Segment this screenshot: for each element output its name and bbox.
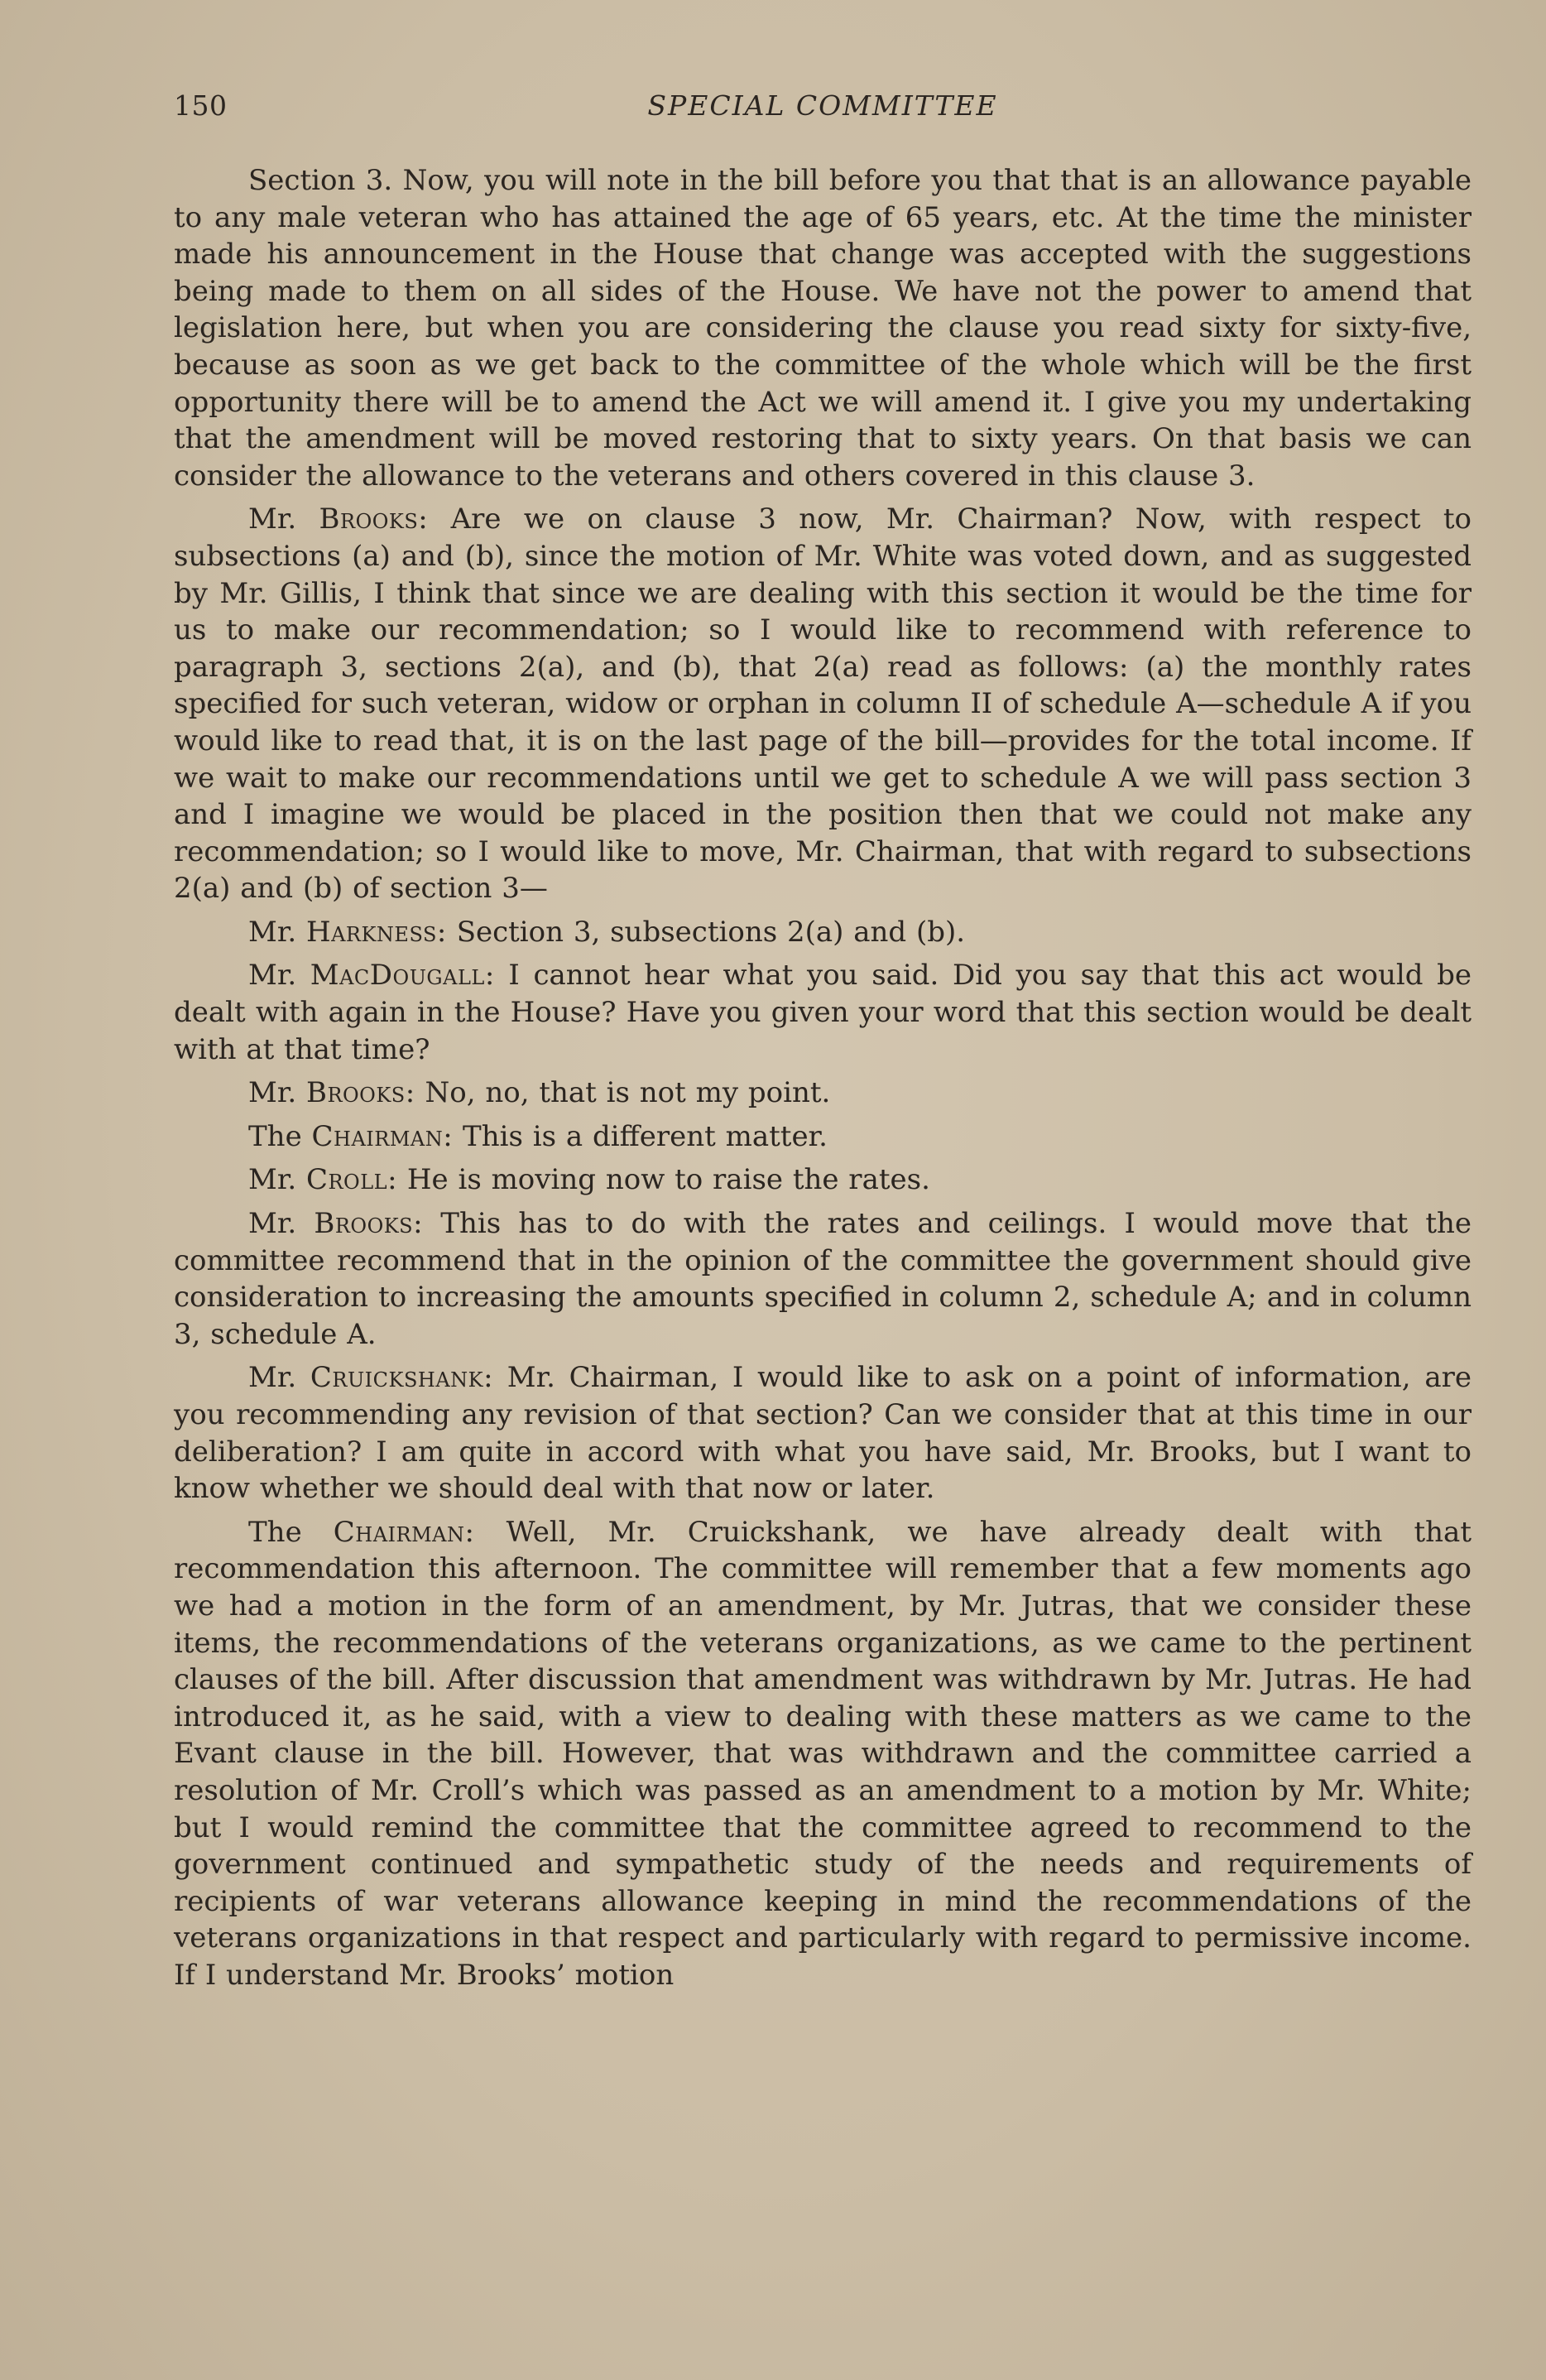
paragraph [174, 1359, 1472, 1507]
paragraph-text: Section 3, subsections 2(a) and (b). [456, 915, 966, 949]
paragraph [174, 501, 1472, 907]
speaker-name: Brooks: [319, 502, 429, 536]
paragraph-text: No, no, that is not my point. [425, 1076, 831, 1110]
speaker-name: MacDougall: [310, 959, 495, 993]
body-text [174, 162, 1472, 2001]
paragraph-text: I cannot hear what you said. Did you say that this act would be dealt with again in the House? Have you given your word that this section would be dealt with at that time? [174, 959, 1472, 1066]
speaker-name: Harkness: [305, 915, 447, 949]
paragraph [174, 914, 1472, 951]
page-header [174, 89, 1472, 131]
paragraph [174, 1075, 1472, 1112]
paragraph [174, 957, 1472, 1068]
speaker-prefix: The [248, 1515, 302, 1549]
paragraph-text: Section 3. Now, you will note in the bill before you that that is an allowance payable to any male veteran who has attained the age of 65 years, etc. At the time the minister made his announcement in the House that change was accepted with the suggestions being made to them on all sides of the House. We have not the power to amend that legislation here, but when you are considering the clause you read sixty for sixty-five, because as soon as we get back to the committee of the whole which will be the first opportunity there will be to amend the Act we will amend it. I give you my undertaking that the amendment will be moved restoring that to sixty years. On that basis we can consider the allowance to the veterans and others covered in this clause 3. [174, 164, 1472, 493]
speaker-name: Brooks: [314, 1207, 424, 1241]
speaker-prefix: Mr. [248, 502, 297, 536]
speaker-name: Brooks: [305, 1076, 415, 1110]
speaker-prefix: Mr. [248, 1361, 297, 1395]
speaker-prefix: Mr. [248, 1076, 297, 1110]
paragraph [174, 1161, 1472, 1199]
paragraph-text: Mr. Chairman, I would like to ask on a point of information, are you recommending any revision of that section? Can we consider that at this time in our deliberation? I am quite in accord with what you have said, Mr. Brooks, but I want to know whether we should deal with that now or later. [174, 1361, 1472, 1506]
paragraph-text: Well, Mr. Cruickshank, we have already dealt with that recommendation this afternoon. The committee will remember that a few moments ago we had a motion in the form of an amendment, by Mr. Jutras, that we consider these items, the recommendations of the veterans organizations, as we came to the pertinent clauses of the bill. After discussion that amendment was withdrawn by Mr. Jutras. He had introduced it, as he said, with a view to dealing with these matters as we came to the Evant clause in the bill. However, that was withdrawn and the committee carried a resolution of Mr. Croll’s which was passed as an amendment to a motion by Mr. White; but I would remind the committee that the committee agreed to recommend to the government continued and sympathetic study of the needs and requirements of recipients of war veterans allowance keeping in mind the recommendations of the veterans organizations in that respect and particularly with regard to permissive income. If I understand Mr. Brooks’ motion [174, 1515, 1472, 1992]
page-number: 150 [174, 89, 228, 122]
paragraph [174, 1118, 1472, 1156]
speaker-prefix: Mr. [248, 1207, 297, 1241]
speaker-prefix: Mr. [248, 959, 297, 993]
speaker-name: Cruickshank: [310, 1361, 494, 1395]
speaker-prefix: The [248, 1119, 302, 1153]
paragraph [174, 1205, 1472, 1353]
paragraph [174, 162, 1472, 494]
paragraph-text: This is a different matter. [463, 1119, 828, 1153]
speaker-name: Chairman: [311, 1119, 454, 1153]
paragraph [174, 1514, 1472, 1994]
paragraph-text: Are we on clause 3 now, Mr. Chairman? Now, with respect to subsections (a) and (b), since the motion of Mr. White was voted down, and as suggested by Mr. Gillis, I think that since we are dealing with this section it would be the time for us to make our recommendation; so I would like to recommend with reference to paragraph 3, sections 2(a), and (b), that 2(a) read as follows: (a) the monthly rates specified for such veteran, widow or orphan in column II of schedule A—schedule A if you would like to read that, it is on the last page of the bill—provides for the total income. If we wait to make our recommendations until we get to schedule A we will pass section 3 and I imagine we would be placed in the position then that we could not make any recommendation; so I would like to move, Mr. Chairman, that with regard to subsections 2(a) and (b) of section 3— [174, 502, 1472, 906]
speaker-prefix: Mr. [248, 915, 297, 949]
paragraph-text: He is moving now to raise the rates. [406, 1163, 930, 1197]
speaker-name: Croll: [305, 1163, 398, 1197]
paragraph-text: This has to do with the rates and ceilings. I would move that the committee recommend that in the opinion of the committee the government should give consideration to increasing the amounts specified in column 2, schedule A; and in column 3, schedule A. [174, 1207, 1472, 1351]
running-head: SPECIAL COMMITTEE [647, 89, 998, 122]
speaker-prefix: Mr. [248, 1163, 297, 1197]
speaker-name: Chairman: [333, 1515, 475, 1549]
